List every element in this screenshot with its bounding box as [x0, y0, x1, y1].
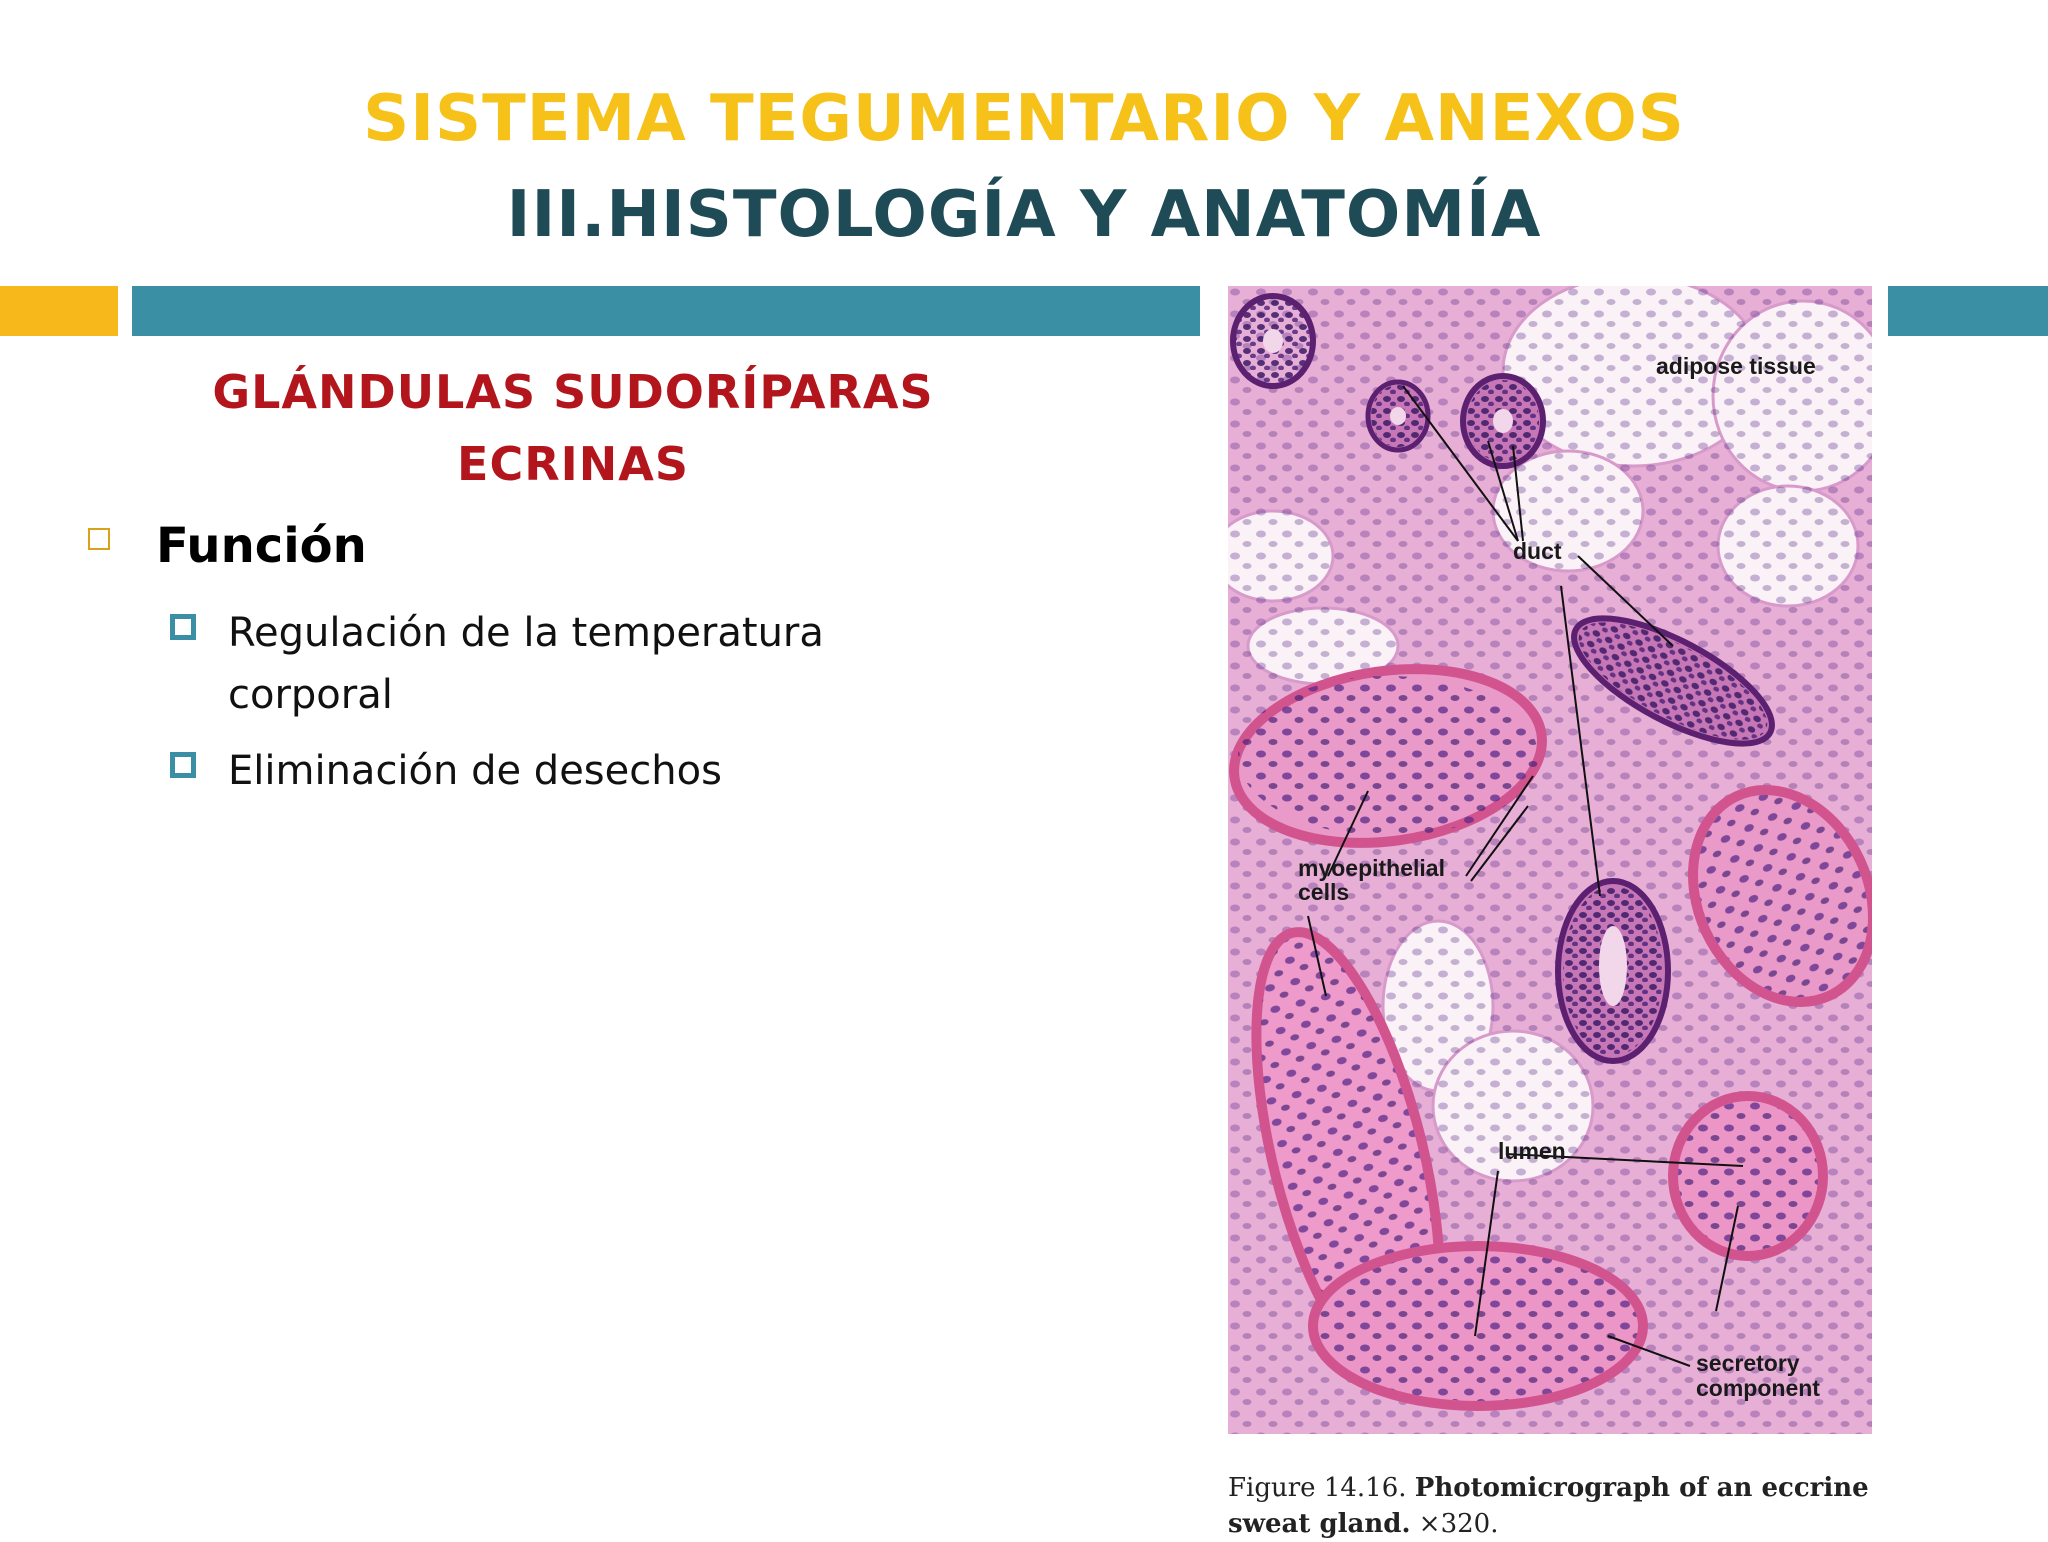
- section-heading-line1: GLÁNDULAS SUDORÍPARAS: [212, 365, 934, 419]
- list-item: [228, 602, 928, 726]
- bullet-square-icon: [170, 614, 196, 640]
- label-adipose-tissue: adipose tissue: [1656, 353, 1816, 379]
- bullet-square-icon: [88, 528, 110, 550]
- bullet-heading: Función: [156, 518, 367, 574]
- list-item-line: Regulación de la temperatura: [228, 610, 824, 656]
- accent-bar-teal-right: [1888, 286, 2048, 336]
- figure-caption: [1228, 1470, 1888, 1542]
- label-duct: duct: [1513, 538, 1562, 564]
- label-cells: cells: [1298, 879, 1350, 905]
- list-item-line: corporal: [228, 672, 393, 718]
- photomicrograph-image: [1228, 286, 1872, 1434]
- accent-bar-orange: [0, 286, 118, 336]
- label-secretory: secretory: [1696, 1350, 1800, 1376]
- label-myoepithelial: myoepithelial: [1298, 855, 1445, 881]
- slide-title: SISTEMA TEGUMENTARIO Y ANEXOS: [363, 82, 1685, 156]
- caption-bold: Photomicrograph of an eccrine sweat gland.: [1228, 1473, 1869, 1539]
- section-heading: [150, 356, 996, 500]
- section-heading-line2: ECRINAS: [457, 437, 689, 491]
- accent-bar-teal: [132, 286, 1200, 336]
- bullet-square-icon: [170, 752, 196, 778]
- list-item-line: Eliminación de desechos: [228, 748, 722, 794]
- slide-subtitle: III.HISTOLOGÍA Y ANATOMÍA: [506, 178, 1542, 252]
- label-component: component: [1696, 1375, 1820, 1401]
- list-item: [228, 740, 928, 802]
- caption-prefix: Figure 14.16.: [1228, 1473, 1407, 1503]
- label-lumen: lumen: [1498, 1138, 1566, 1164]
- caption-suffix: ×320.: [1418, 1509, 1499, 1539]
